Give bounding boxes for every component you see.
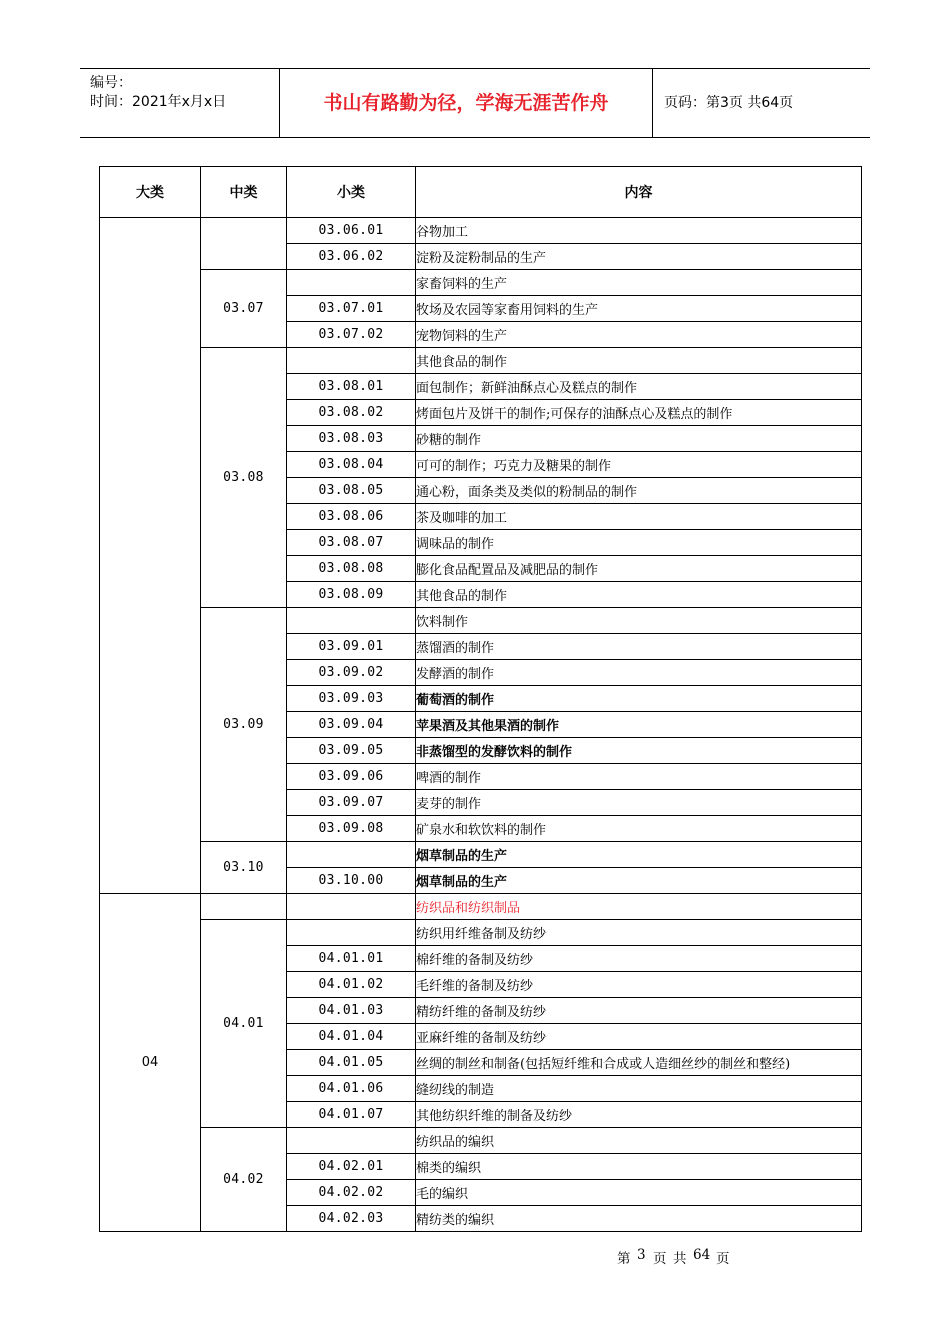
footer-ye: 页 [653, 1251, 667, 1267]
sub-category-cell: 03.08.08 [287, 556, 416, 582]
sub-category-cell [287, 608, 416, 634]
table-row [100, 348, 862, 374]
table-row [100, 218, 862, 244]
sub-category-cell: 03.07.01 [287, 296, 416, 322]
major-category-cell [100, 218, 201, 894]
content-cell: 面包制作；新鲜油酥点心及糕点的制作 [416, 374, 862, 400]
sub-category-cell [287, 1128, 416, 1154]
sub-category-cell [287, 348, 416, 374]
content-cell: 砂糖的制作 [416, 426, 862, 452]
page-header [80, 68, 870, 138]
content-cell: 调味品的制作 [416, 530, 862, 556]
sub-category-cell: 03.08.07 [287, 530, 416, 556]
mid-category-cell [201, 218, 287, 270]
sub-category-cell: 03.06.02 [287, 244, 416, 270]
header-page-code: 页码：第3页 共64页 [664, 95, 794, 111]
header-content: 内容 [416, 167, 862, 218]
footer-page-number: 3 [637, 1247, 646, 1263]
content-cell: 发酵酒的制作 [416, 660, 862, 686]
sub-category-cell: 03.08.04 [287, 452, 416, 478]
table-row [100, 270, 862, 296]
footer-ye-2: 页 [716, 1251, 730, 1267]
sub-category-cell: 03.07.02 [287, 322, 416, 348]
sub-category-cell [287, 920, 416, 946]
header-major-category: 大类 [100, 167, 201, 218]
content-cell: 蒸馏酒的制作 [416, 634, 862, 660]
sub-category-cell [287, 894, 416, 920]
content-cell: 可可的制作；巧克力及糖果的制作 [416, 452, 862, 478]
content-cell: 其他纺织纤维的制备及纺纱 [416, 1102, 862, 1128]
content-cell: 矿泉水和软饮料的制作 [416, 816, 862, 842]
sub-category-cell: 04.02.03 [287, 1206, 416, 1232]
table-row [100, 920, 862, 946]
content-cell: 淀粉及淀粉制品的生产 [416, 244, 862, 270]
table-body [100, 218, 862, 1232]
content-cell: 谷物加工 [416, 218, 862, 244]
content-cell: 麦芽的制作 [416, 790, 862, 816]
sub-category-cell: 03.09.05 [287, 738, 416, 764]
mid-category-cell: 04.01 [201, 920, 287, 1128]
content-cell: 纺织品和纺织制品 [416, 894, 862, 920]
header-mid-category: 中类 [201, 167, 287, 218]
footer-total-pages: 64 [693, 1247, 711, 1263]
content-cell: 饮料制作 [416, 608, 862, 634]
sub-category-cell: 03.09.07 [287, 790, 416, 816]
sub-category-cell: 04.01.02 [287, 972, 416, 998]
content-cell: 非蒸馏型的发酵饮料的制作 [416, 738, 862, 764]
mid-category-cell: 03.09 [201, 608, 287, 842]
sub-category-cell: 03.08.09 [287, 582, 416, 608]
content-cell: 宠物饲料的生产 [416, 322, 862, 348]
mid-category-cell: 04.02 [201, 1128, 287, 1232]
table-row [100, 842, 862, 868]
number-label: 编号： [90, 75, 132, 91]
major-category-cell: 04 [100, 894, 201, 1232]
sub-category-cell: 04.01.04 [287, 1024, 416, 1050]
content-cell: 丝绸的制丝和制备(包括短纤维和合成或人造细丝纱的制丝和整经) [416, 1050, 862, 1076]
content-cell: 毛的编织 [416, 1180, 862, 1206]
sub-category-cell: 04.01.05 [287, 1050, 416, 1076]
content-cell: 通心粉，面条类及类似的粉制品的制作 [416, 478, 862, 504]
sub-category-cell: 03.08.03 [287, 426, 416, 452]
sub-category-cell: 03.06.01 [287, 218, 416, 244]
content-cell: 纺织品的编织 [416, 1128, 862, 1154]
content-cell: 棉纤维的备制及纺纱 [416, 946, 862, 972]
mid-category-cell [201, 894, 287, 920]
classification-table [99, 166, 862, 1232]
sub-category-cell [287, 270, 416, 296]
content-cell: 其他食品的制作 [416, 348, 862, 374]
sub-category-cell: 03.09.01 [287, 634, 416, 660]
table-row [100, 1128, 862, 1154]
sub-category-cell: 04.01.01 [287, 946, 416, 972]
content-cell: 烟草制品的生产 [416, 868, 862, 894]
header-sub-category: 小类 [287, 167, 416, 218]
content-cell: 亚麻纤维的备制及纺纱 [416, 1024, 862, 1050]
footer-di: 第 [617, 1251, 631, 1267]
table-row [100, 894, 862, 920]
sub-category-cell: 03.08.06 [287, 504, 416, 530]
sub-category-cell: 04.01.03 [287, 998, 416, 1024]
sub-category-cell: 03.09.02 [287, 660, 416, 686]
mid-category-cell: 03.10 [201, 842, 287, 894]
content-cell: 纺织用纤维备制及纺纱 [416, 920, 862, 946]
sub-category-cell: 03.09.03 [287, 686, 416, 712]
sub-category-cell [287, 842, 416, 868]
content-cell: 葡萄酒的制作 [416, 686, 862, 712]
sub-category-cell: 03.10.00 [287, 868, 416, 894]
content-cell: 其他食品的制作 [416, 582, 862, 608]
mid-category-cell: 03.07 [201, 270, 287, 348]
content-cell: 啤酒的制作 [416, 764, 862, 790]
sub-category-cell: 04.02.01 [287, 1154, 416, 1180]
table-row [100, 608, 862, 634]
sub-category-cell: 03.08.01 [287, 374, 416, 400]
header-meta [80, 69, 280, 137]
header-slogan: 书山有路勤为径，学海无涯苦作舟 [280, 69, 653, 137]
content-cell: 牧场及农园等家畜用饲料的生产 [416, 296, 862, 322]
sub-category-cell: 03.09.06 [287, 764, 416, 790]
content-cell: 烤面包片及饼干的制作;可保存的油酥点心及糕点的制作 [416, 400, 862, 426]
sub-category-cell: 04.02.02 [287, 1180, 416, 1206]
content-cell: 家畜饲料的生产 [416, 270, 862, 296]
content-cell: 精纺类的编织 [416, 1206, 862, 1232]
table-header-row [100, 167, 862, 218]
content-cell: 膨化食品配置品及减肥品的制作 [416, 556, 862, 582]
content-cell: 毛纤维的备制及纺纱 [416, 972, 862, 998]
content-cell: 烟草制品的生产 [416, 842, 862, 868]
footer-gong: 共 [673, 1251, 687, 1267]
sub-category-cell: 04.01.06 [287, 1076, 416, 1102]
sub-category-cell: 04.01.07 [287, 1102, 416, 1128]
sub-category-cell: 03.09.08 [287, 816, 416, 842]
sub-category-cell: 03.08.05 [287, 478, 416, 504]
content-cell: 缝纫线的制造 [416, 1076, 862, 1102]
content-cell: 茶及咖啡的加工 [416, 504, 862, 530]
mid-category-cell: 03.08 [201, 348, 287, 608]
content-cell: 精纺纤维的备制及纺纱 [416, 998, 862, 1024]
sub-category-cell: 03.09.04 [287, 712, 416, 738]
content-cell: 苹果酒及其他果酒的制作 [416, 712, 862, 738]
content-cell: 棉类的编织 [416, 1154, 862, 1180]
sub-category-cell: 03.08.02 [287, 400, 416, 426]
time-label: 时间：2021年x月x日 [90, 94, 227, 110]
